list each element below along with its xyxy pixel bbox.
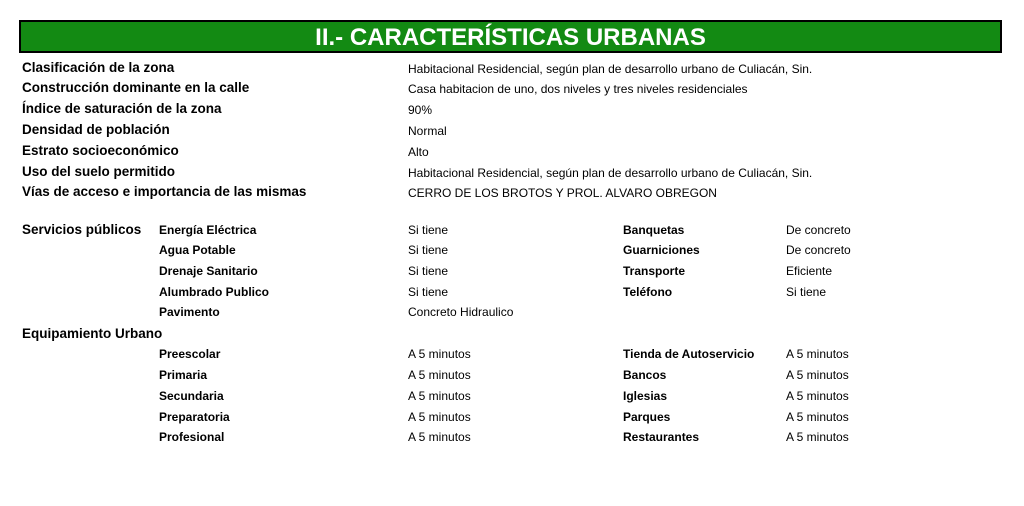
servicio-label: Agua Potable [159,243,236,257]
servicio-value: Eficiente [786,264,833,278]
equipamiento-label: Preescolar [159,347,221,361]
servicio-label: Banquetas [623,223,685,237]
section-title: II.- CARACTERÍSTICAS URBANAS [19,20,1002,53]
servicios-heading: Servicios públicos [22,222,142,237]
equipamiento-value: A 5 minutos [786,410,849,424]
equipamiento-heading: Equipamiento Urbano [22,326,163,341]
servicio-value: Si tiene [408,285,449,299]
value-clasificacion: Habitacional Residencial, según plan de desarrollo urbano de Culiacán, Sin. [408,62,813,76]
servicio-label: Transporte [623,264,686,278]
label-estrato: Estrato socioeconómico [22,143,179,158]
value-vias-acceso: CERRO DE LOS BROTOS Y PROL. ALVARO OBREGON [408,186,717,200]
servicio-label: Guarniciones [623,243,700,257]
value-estrato: Alto [408,145,429,159]
value-saturacion: 90% [408,103,433,117]
label-uso-suelo: Uso del suelo permitido [22,164,176,179]
servicio-label: Alumbrado Publico [159,285,270,299]
equipamiento-value: A 5 minutos [408,347,471,361]
label-densidad: Densidad de población [22,122,170,137]
servicio-value: Si tiene [408,223,449,237]
servicio-label: Energía Eléctrica [159,223,257,237]
equipamiento-label: Preparatoria [159,410,230,424]
label-saturacion: Índice de saturación de la zona [22,101,222,116]
value-densidad: Normal [408,124,447,138]
equipamiento-value: A 5 minutos [408,389,471,403]
servicio-value: Si tiene [408,243,449,257]
equipamiento-label: Restaurantes [623,430,700,444]
servicio-value: De concreto [786,243,851,257]
equipamiento-value: A 5 minutos [408,368,471,382]
servicio-value: Si tiene [408,264,449,278]
equipamiento-label: Tienda de Autoservicio [623,347,755,361]
equipamiento-label: Iglesias [623,389,668,403]
equipamiento-value: A 5 minutos [408,430,471,444]
equipamiento-value: A 5 minutos [786,368,849,382]
servicio-value: De concreto [786,223,851,237]
servicio-value: Si tiene [786,285,827,299]
servicio-label: Drenaje Sanitario [159,264,258,278]
value-uso-suelo: Habitacional Residencial, según plan de desarrollo urbano de Culiacán, Sin. [408,166,813,180]
label-vias-acceso: Vías de acceso e importancia de las mismas [22,184,307,199]
equipamiento-label: Secundaria [159,389,224,403]
servicio-value: Concreto Hidraulico [408,305,514,319]
equipamiento-label: Primaria [159,368,208,382]
equipamiento-label: Bancos [623,368,667,382]
servicio-label: Teléfono [623,285,673,299]
equipamiento-value: A 5 minutos [786,389,849,403]
equipamiento-value: A 5 minutos [786,430,849,444]
label-clasificacion: Clasificación de la zona [22,60,175,75]
equipamiento-label: Profesional [159,430,225,444]
equipamiento-label: Parques [623,410,671,424]
label-construccion: Construcción dominante en la calle [22,80,250,95]
equipamiento-value: A 5 minutos [786,347,849,361]
equipamiento-value: A 5 minutos [408,410,471,424]
value-construccion: Casa habitacion de uno, dos niveles y tres niveles residenciales [408,82,748,96]
servicio-label: Pavimento [159,305,220,319]
